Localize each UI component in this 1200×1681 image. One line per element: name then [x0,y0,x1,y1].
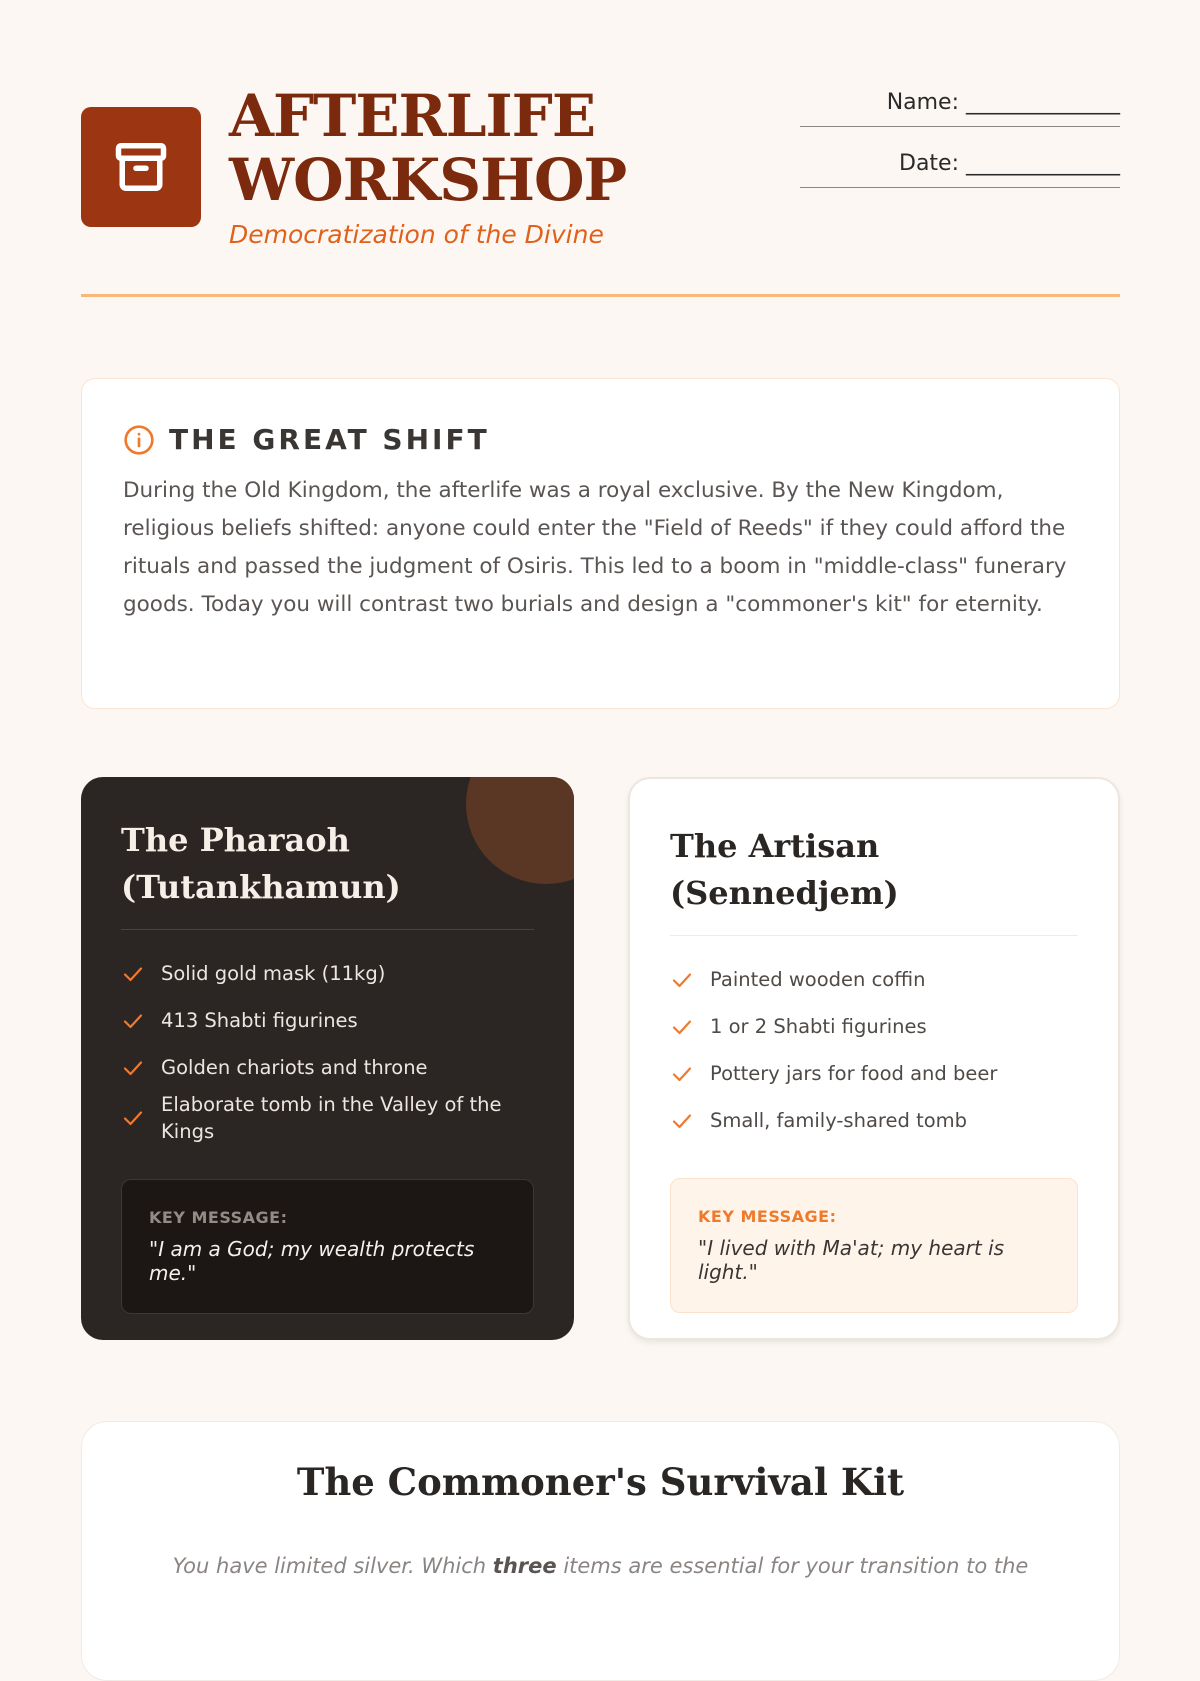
list-item [670,1050,1078,1097]
list-item-text: Pottery jars for food and beer [710,1062,998,1085]
intro-body: During the Old Kingdom, the afterlife was a royal exclusive. By the New Kingdom, religious beliefs shifted: anyone could enter the "Field of Reeds" if they could afford the rituals and passed the judgment of Osiris. This led to a boom in "middle-class" funerary goods. Today you will contrast two burials and design a "commoner's kit" for eternity. [123,478,1067,617]
list-item-text: Elaborate tomb in the Valley of the Kings [161,1093,502,1143]
artisan-item-list [670,956,1078,1144]
page-title [229,84,626,212]
key-message-quote: "I am a God; my wealth protects me." [149,1237,475,1285]
title-line-1: AFTERLIFE [229,82,596,150]
title-line-2: WORKSHOP [229,146,627,214]
key-message-label: KEY MESSAGE: [698,1207,837,1226]
list-item-text: Solid gold mask (11kg) [161,962,386,985]
name-field[interactable]: Name: ______________ [800,86,1120,127]
check-icon [670,1109,694,1133]
intro-heading-text: THE GREAT SHIFT [169,423,490,456]
key-message-quote: "I lived with Ma'at; my heart is light." [698,1236,1005,1284]
artisan-key-message [670,1178,1078,1313]
artisan-card-title: The Artisan (Sennedjem) [670,823,1078,936]
intro-heading [123,423,1079,456]
check-icon [670,968,694,992]
pharaoh-item-list [121,950,534,1145]
page-subtitle: Democratization of the Divine [229,220,604,249]
survival-kit-card [81,1421,1120,1681]
pharaoh-key-message [121,1179,534,1314]
archive-box-icon [111,137,171,197]
name-date-fields [800,86,1120,208]
instructions-text-end: items are essential for your transition to the [556,1554,1029,1578]
check-icon [670,1015,694,1039]
instructions-text-start: You have limited silver. Which [172,1554,493,1578]
list-item [121,1044,534,1091]
title-block [229,84,626,249]
list-item-text: 1 or 2 Shabti figurines [710,1015,927,1038]
list-item [670,1097,1078,1144]
check-icon [670,1062,694,1086]
header-divider [81,294,1120,297]
list-item-text: Golden chariots and throne [161,1056,428,1079]
instructions-emphasis: three [492,1554,557,1578]
check-icon [121,1009,145,1033]
list-item-text: Small, family-shared tomb [710,1109,968,1132]
list-item-text: Painted wooden coffin [710,968,926,991]
pharaoh-card [81,777,574,1340]
worksheet-page [81,0,1120,1578]
info-circle-icon [123,424,155,456]
artisan-card [628,777,1120,1340]
key-message-label: KEY MESSAGE: [149,1208,288,1227]
check-icon [121,1056,145,1080]
check-icon [121,1106,145,1130]
survival-kit-title: The Commoner's Survival Kit [296,1460,905,1504]
list-item [670,956,1078,1003]
list-item [121,997,534,1044]
header [81,0,1120,298]
intro-card [81,378,1120,709]
list-item-text: 413 Shabti figurines [161,1009,358,1032]
list-item [670,1003,1078,1050]
pharaoh-card-title: The Pharaoh (Tutankhamun) [121,817,534,930]
check-icon [121,962,145,986]
list-item [121,950,534,997]
list-item [121,1091,534,1145]
survival-kit-instructions [82,1554,1119,1578]
logo-badge [81,107,201,227]
date-field[interactable]: Date: ______________ [800,147,1120,188]
